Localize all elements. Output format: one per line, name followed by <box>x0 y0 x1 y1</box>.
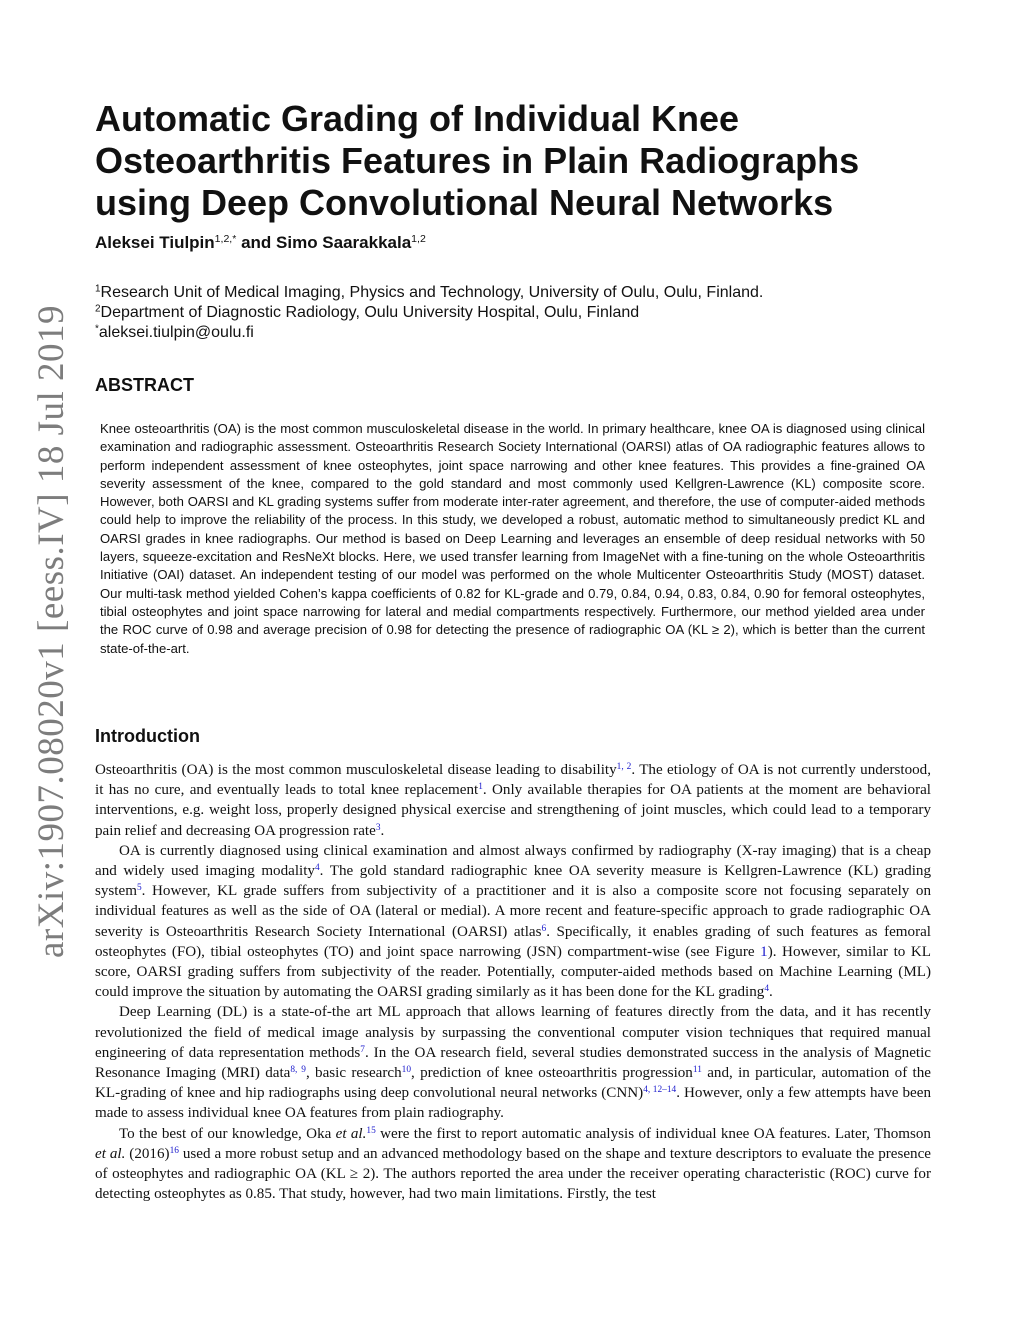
paragraph-text: , prediction of knee osteoarthritis progression <box>411 1065 693 1082</box>
citation-link[interactable]: 6 <box>541 923 547 934</box>
paragraph-text: . <box>769 984 773 1001</box>
citation-link[interactable]: 3 <box>375 822 381 833</box>
citation-link[interactable]: 4 <box>764 984 769 995</box>
affiliation-marker: * <box>95 323 99 335</box>
paragraph-text: (2016) <box>125 1145 170 1162</box>
paragraph-text: . In the OA research field, several studies demonstrated success in the analysis of Magnetic Resonance Imaging (MRI) data <box>95 1044 931 1082</box>
paragraph <box>95 841 931 1003</box>
citation-link[interactable]: 11 <box>692 1064 702 1075</box>
paragraph-text: ). However, similar to KL score, OARSI grading suffers from subjectivity of the reader. Potentially, computer-aided methods based on Machine Learning (ML) could improve the situation by automating the OARSI grading similarly as it has been done for the KL grading <box>95 943 931 1001</box>
affiliation-line <box>95 323 763 343</box>
affiliation-marker: 2 <box>95 303 101 315</box>
author-affiliation-marker: 1,2 <box>411 233 426 246</box>
author-name: Simo Saarakkala <box>276 233 412 252</box>
paragraph-text: . Only available therapies for OA patients at the moment are behavioral interventions, e.g. weight loss, properly designed physical exercise and strengthening of joint muscles, which could lead to a temporary pain relief and decreasing OA progression rate <box>95 782 931 839</box>
affiliation-list <box>95 283 763 343</box>
contact-email: aleksei.tiulpin@oulu.fi <box>98 324 254 341</box>
citation-link[interactable]: 16 <box>169 1145 179 1156</box>
paragraph-text: OA is currently diagnosed using clinical examination and almost always confirmed by radiography (X-ray imaging) that is a cheap and widely used imaging modality <box>95 842 931 880</box>
paragraph-text: . The gold standard radiographic knee OA severity measure is Kellgren-Lawrence (KL) grading system <box>95 863 931 900</box>
author-affiliation-marker: 1,2,* <box>214 233 237 246</box>
paragraph-text: were the first to report automatic analysis of individual knee OA features. Later, Thomson <box>375 1125 931 1142</box>
citation-link[interactable]: 15 <box>366 1125 376 1136</box>
paragraph <box>95 1124 931 1205</box>
arxiv-identifier-stamp: arXiv:1907.08020v1 [eess.IV] 18 Jul 2019 <box>31 304 72 958</box>
citation-link[interactable]: 4 <box>314 862 320 873</box>
paragraph-text: and, in particular, automation of the KL-grading of knee and hip radiographs using deep convolutional neural networks (CNN) <box>95 1065 931 1102</box>
abstract-body: Knee osteoarthritis (OA) is the most common musculoskeletal disease in the world. In primary healthcare, knee OA is diagnosed using clinical examination and radiographic assessment. Osteoarthritis Research Society International (OARSI) atlas of OA radiographic features allows to perform independent assessment of knee osteophytes, joint space narrowing and other knee features. This provides a fine-grained OA severity assessment of the knee, compared to the gold standard and most commonly used Kellgren-Lawrence (KL) composite score. However, both OARSI and KL grading systems suffer from moderate inter-rater agreement, and therefore, the use of computer-aided methods could help to improve the reliability of the process. In this study, we developed a robust, automatic method to simultaneously predict KL and OARSI grades in knee radiographs. Our method is based on Deep Learning and leverages an ensemble of deep residual networks with 50 layers, squeeze-excitation and ResNeXt blocks. Here, we used transfer learning from ImageNet with a fine-tuning on the whole Osteoarthritis Initiative (OAI) dataset. An independent testing of our model was performed on the whole Multicenter Osteoarthritis Study (MOST) dataset. Our multi-task method yielded Cohen’s kappa coefficients of 0.82 for KL-grade and 0.79, 0.84, 0.94, 0.83, 0.84, 0.90 for femoral osteophytes, tibial osteophytes and joint space narrowing for lateral and medial compartments respectively. Furthermore, our method yielded area under the ROC curve of 0.98 and average precision of 0.98 for detecting the presence of radiographic OA (KL ≥ 2), which is better than the current state-of-the-art. <box>100 421 925 656</box>
paragraph <box>95 760 931 841</box>
paragraph-text: used a more robust setup and an advanced methodology based on the shape and texture descriptors to evaluate the presence of osteophytes and radiographic OA (KL ≥ 2). The authors reported the area under the receiver operating characteristic (ROC) curve for detecting osteophytes as 0.85. That study, however, had two main limitations. Firstly, the test <box>95 1145 931 1203</box>
paragraph-text: Deep Learning (DL) is a state-of-the art ML approach that allows learning of features directly from the data, and it has recently revolutionized the field of medical image analysis by surpassing the conventional computer vision techniques that required manual engineering of data representation methods <box>95 1004 931 1061</box>
paragraph-text: . However, KL grade suffers from subjectivity of a practitioner and it is also a composite score not focusing separately on individual features as well as the side of OA (lateral or medial). A more recent and feature-specific approach to grade radiographic OA severity is Osteoarthritis Research Society International (OARSI) atlas <box>95 883 931 940</box>
affiliation-line <box>95 283 763 303</box>
paragraph <box>95 1002 931 1123</box>
citation-link[interactable]: 7 <box>360 1044 365 1055</box>
figure-link[interactable]: 1 <box>760 943 768 960</box>
author-list <box>95 233 426 253</box>
citation-link[interactable]: 1 <box>478 782 483 793</box>
paragraph-text: , basic research <box>305 1065 402 1082</box>
paragraph-text: . <box>380 822 385 839</box>
affiliation-marker: 1 <box>95 283 101 295</box>
paragraph-text: . The etiology of OA is not currently understood, it has no cure, and eventually leads to total knee replacement <box>95 762 932 799</box>
paper-title: Automatic Grading of Individual Knee Osteoarthritis Features in Plain Radiographs using Deep Convolutional Neural Networks <box>95 98 860 223</box>
citation-link[interactable]: 5 <box>136 883 142 894</box>
emphasis-text: et al. <box>95 1145 126 1162</box>
emphasis-text: et al. <box>335 1125 367 1142</box>
affiliation-text: Department of Diagnostic Radiology, Oulu University Hospital, Oulu, Finland <box>100 304 640 321</box>
paragraph-text: Osteoarthritis (OA) is the most common musculoskeletal disease leading to disability <box>95 762 617 778</box>
section-heading-introduction: Introduction <box>95 726 200 746</box>
paragraph-text: . Specifically, it enables grading of such features as femoral osteophytes (FO), tibial osteophytes (TO) and joint space narrowing (JSN) compartment-wise (see Figure <box>95 923 931 960</box>
citation-link[interactable]: 8, 9 <box>290 1064 306 1075</box>
citation-link[interactable]: 1, 2 <box>616 761 632 772</box>
paragraph-text: . However, only a few attempts have been made to assess individual knee OA features from plain radiography. <box>95 1085 931 1122</box>
author-name: Aleksei Tiulpin <box>95 233 215 252</box>
paragraph-text: To the best of our knowledge, Oka <box>119 1125 336 1142</box>
introduction-body <box>95 760 931 1204</box>
affiliation-text: Research Unit of Medical Imaging, Physics and Technology, University of Oulu, Oulu, Finland. <box>100 284 764 301</box>
author-connector: and <box>236 233 277 252</box>
affiliation-line <box>95 303 763 323</box>
citation-link[interactable]: 10 <box>401 1064 411 1075</box>
abstract-heading: ABSTRACT <box>95 375 194 395</box>
citation-link[interactable]: 4, 12–14 <box>643 1085 677 1096</box>
